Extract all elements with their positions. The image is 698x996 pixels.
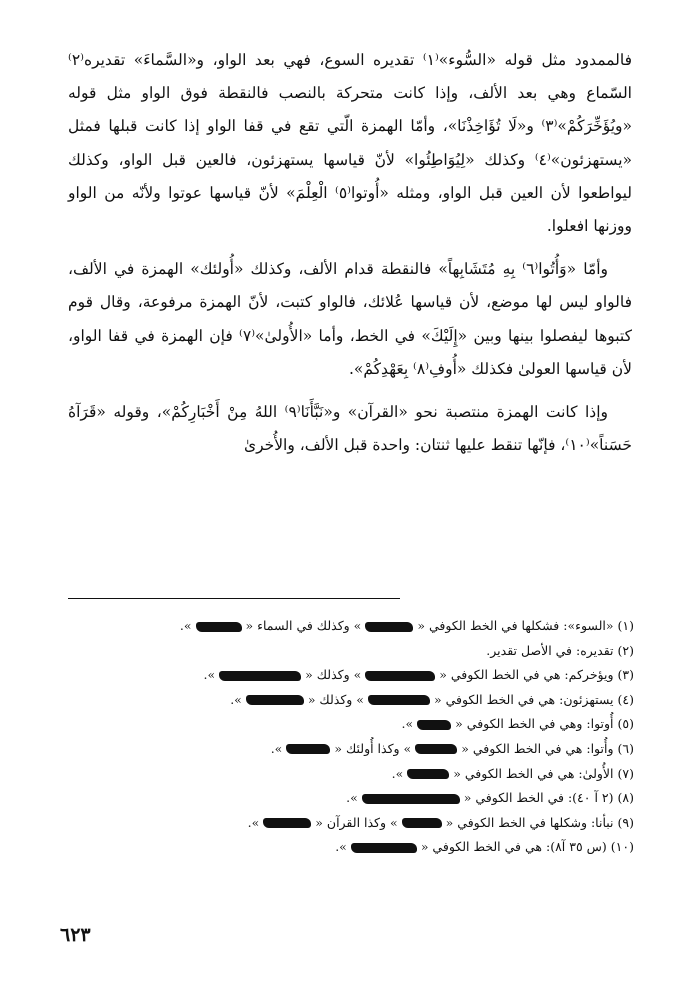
footnote-text: » وكذا القرآن «	[315, 814, 398, 830]
footnote-3	[68, 663, 634, 688]
footnote-text: ».	[179, 618, 192, 633]
footnote-number: (٨)	[617, 790, 634, 806]
footnote-number: (٤)	[617, 691, 634, 707]
kufic-word-image	[362, 794, 460, 804]
footnote-number: (٢)	[617, 642, 634, 658]
footnote-text: ».	[247, 814, 260, 830]
footnote-number: (٣)	[617, 667, 634, 683]
footnote-text: » وكذلك «	[305, 667, 362, 683]
footnote-text: أُوتوا: وهي في الخط الكوفي «	[455, 716, 614, 732]
footnote-5	[68, 712, 634, 737]
kufic-word-image	[402, 818, 442, 828]
kufic-word-image	[196, 622, 242, 632]
footnote-text: ».	[230, 691, 242, 707]
footnote-divider	[68, 598, 400, 599]
footnote-text: » وكذلك في السماء «	[245, 618, 362, 633]
footnote-6	[68, 737, 634, 762]
footnote-1	[68, 614, 634, 639]
footnote-text: » وكذا أُولئك «	[334, 740, 412, 756]
main-text	[68, 44, 632, 462]
footnote-text: «السوء»: فشكلها في الخط الكوفي «	[417, 618, 614, 633]
footnote-text: (٢ آ ٤٠): في الخط الكوفي «	[463, 790, 614, 806]
footnote-number: (٩)	[617, 814, 634, 830]
page-number: ٦٢٣	[60, 924, 91, 946]
kufic-word-image	[368, 695, 430, 705]
footnote-number: (٥)	[617, 716, 634, 732]
kufic-word-image	[417, 720, 451, 730]
kufic-word-image	[407, 769, 449, 779]
kufic-word-image	[246, 695, 304, 705]
footnotes	[68, 614, 634, 860]
footnote-text: (س ٣٥ آ٨): هي في الخط الكوفي «	[420, 839, 607, 855]
footnote-text: » وكذلك «	[307, 691, 364, 707]
footnote-text: ».	[346, 790, 358, 806]
footnote-text: ».	[391, 765, 404, 781]
footnote-2	[68, 639, 634, 664]
footnote-text: ».	[270, 740, 283, 756]
footnote-7	[68, 762, 634, 787]
footnote-text: ».	[203, 667, 216, 683]
kufic-word-image	[365, 671, 435, 681]
footnote-number: (١٠)	[610, 839, 634, 855]
kufic-word-image	[365, 622, 413, 632]
footnote-text: ».	[401, 716, 414, 732]
footnote-text: وأُتوا: هي في الخط الكوفي «	[461, 740, 614, 756]
paragraph-1: فالممدود مثل قوله «السُّوء»⁽١⁾ تقديره السوع، فهي بعد الواو، و«السَّماءَ» تقديره⁽٢⁾ السّماع وهي بعد الألف، وإذا كانت متحركة بالنصب فالنقطة فوق الواو مثل قوله «ويُؤَخِّرَكُمْ»⁽٣⁾ و«لَا تُؤَاخِذْنَا»، وأمّا الهمزة الّتي تقع في قفا الواو إذا كانت قبلها فمثل «يستهزئون»⁽٤⁾ وكذلك «لِيُوَاطِئُوا» لأنّ قياسها يستهزئون، فالعين قبل الواو، وكذلك ليواطعوا لأن العين قبل الواو، ومثله «أُوتوا⁽٥⁾ الْعِلْمَ» لأنّ قياسها عوتوا ولأنّه من الواو ووزنها افعلوا.	[68, 51, 632, 236]
footnote-number: (٧)	[617, 765, 634, 781]
kufic-word-image	[286, 744, 330, 754]
footnote-8	[68, 786, 634, 811]
kufic-word-image	[351, 843, 417, 853]
footnote-number: (٦)	[617, 740, 634, 756]
kufic-word-image	[415, 744, 457, 754]
paragraph-2: وأمّا «وَأُتُوا⁽٦⁾ بِهِ مُتَشَابِهاً» فالنقطة قدام الألف، وكذلك «أُولئك» الهمزة في الألف، فالواو ليس لها موضع، لأن قياسها عُلائك، فالواو كتبت، لأنّ الهمزة مرفوعة، وقال قوم كتبوها ليفصلوا بينها وبين «إِلَيْكَ» في الخط، وأما «الأُولىٰ»⁽٧⁾ فإن الهمزة في قفا الواو، لأن قياسها العولىٰ فكذلك «أُوفِ⁽٨⁾ بِعَهْدِكُمْ».	[68, 260, 632, 378]
footnote-10	[68, 835, 634, 860]
footnote-text: نبأنا: وشكلها في الخط الكوفي «	[445, 814, 614, 830]
footnote-9	[68, 811, 634, 836]
kufic-word-image	[263, 818, 311, 828]
footnote-4	[68, 688, 634, 713]
footnote-text: تقديره: في الأصل تقدير.	[486, 642, 614, 658]
footnote-text: ».	[335, 839, 347, 855]
kufic-word-image	[219, 671, 301, 681]
footnote-number: (١)	[617, 618, 634, 633]
footnote-text: الأُولىٰ: هي في الخط الكوفي «	[453, 765, 614, 781]
footnote-text: ويؤخركم: هي في الخط الكوفي «	[439, 667, 614, 683]
footnote-text: يستهزئون: هي في الخط الكوفي «	[433, 691, 614, 707]
paragraph-3: وإذا كانت الهمزة منتصبة نحو «القرآن» و«نَبَّأَنَا⁽٩⁾ اللهُ مِنْ أَخْبَارِكُمْ»، وقوله «قَرَآهُ حَسَناً»⁽١٠⁾، فإنّها تنقط عليها ثنتان: واحدة قبل الألف، والأُخرىٰ	[68, 403, 632, 455]
